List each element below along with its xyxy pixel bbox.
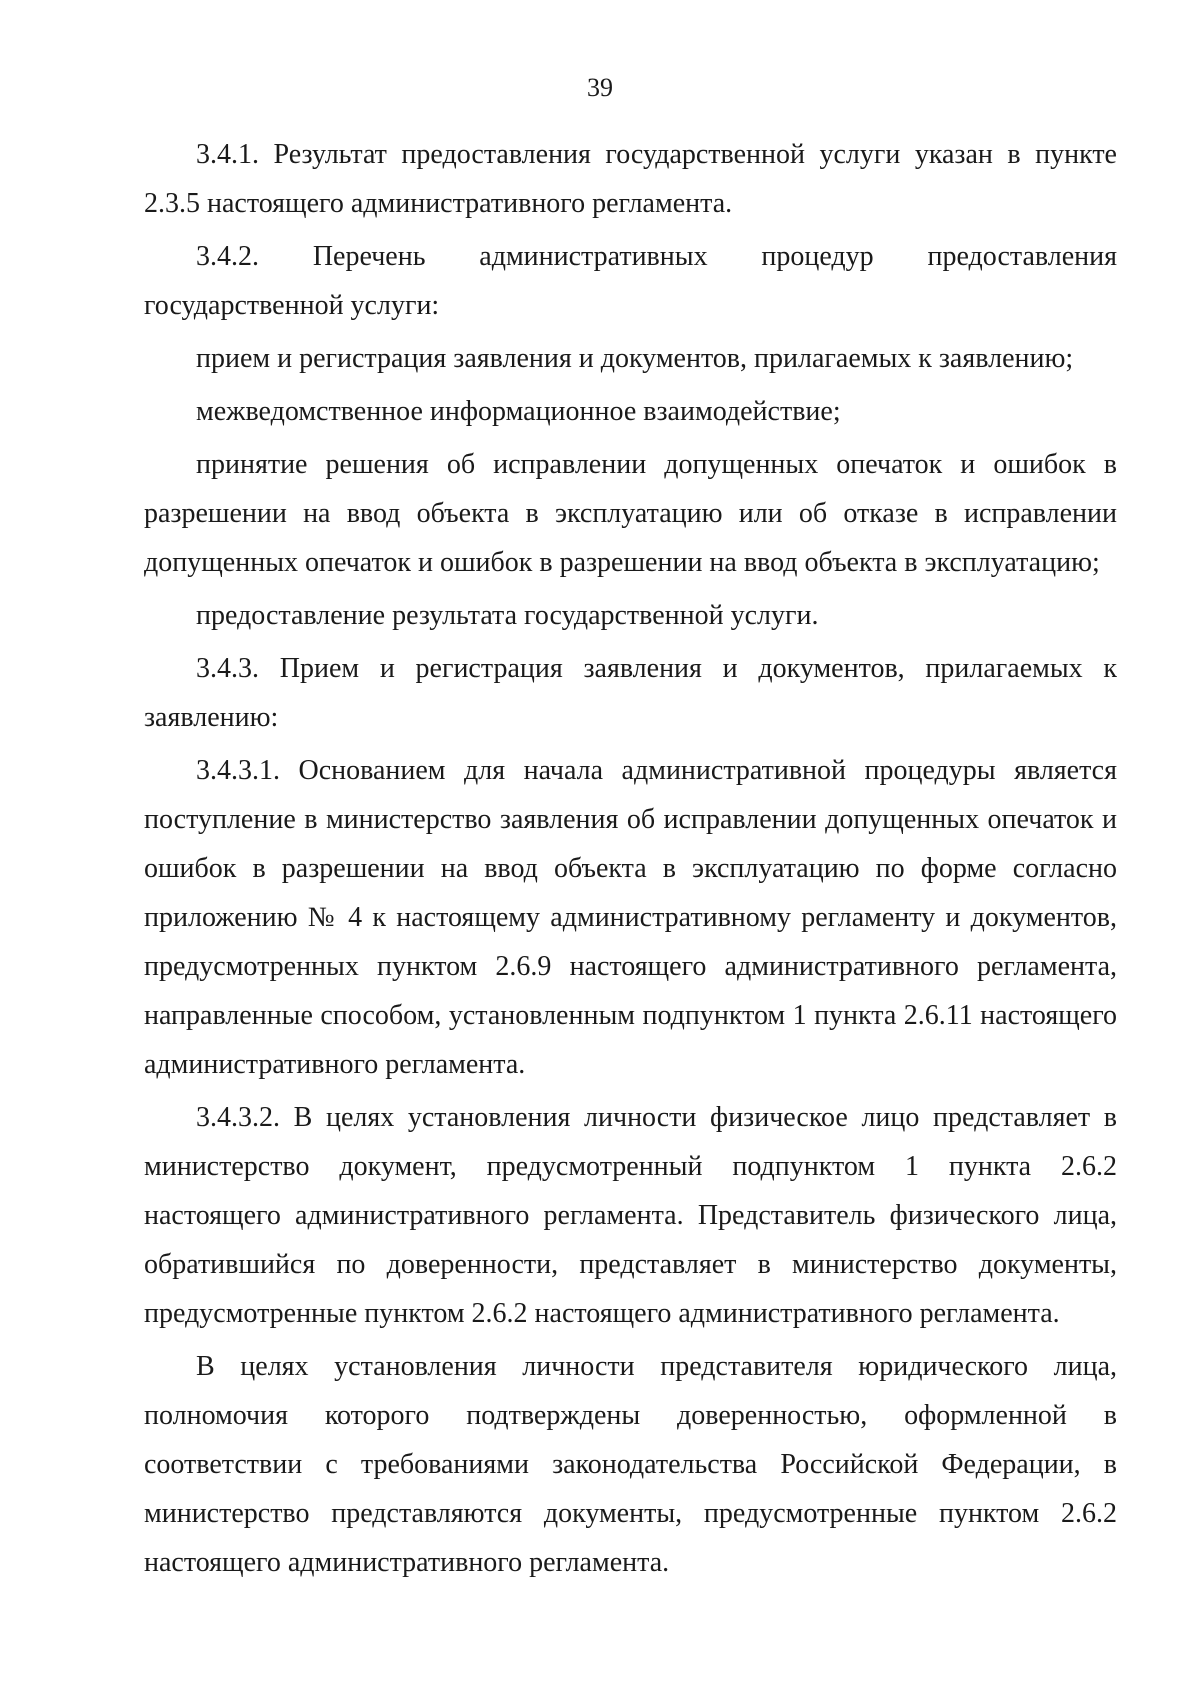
paragraph-3-4-2: 3.4.2. Перечень административных процедур предоставления государственной услуги:	[144, 241, 1117, 321]
page-number: 39	[587, 73, 613, 102]
list-item-result: предоставление результата государственной услуги.	[196, 600, 819, 631]
list-item-decision: принятие решения об исправлении допущенных опечаток и ошибок в разрешении на ввод объекта в эксплуатацию или об отказе в исправлении допущенных опечаток и ошибок в разрешении на ввод объекта в эксплуатацию;	[144, 449, 1117, 578]
paragraph-3-4-3-2: 3.4.3.2. В целях установления личности физическое лицо представляет в министерство документ, предусмотренный подпунктом 1 пункта 2.6.2 настоящего административного регламента. Представитель физического лица, обратившийся по доверенности, представляет в министерство документы, предусмотренные пунктом 2.6.2 настоящего административного регламента.	[144, 1102, 1117, 1329]
paragraph-legal-representative: В целях установления личности представителя юридического лица, полномочия которого подтверждены доверенностью, оформленной в соответствии с требованиями законодательства Российской Федерации, в министерство представляются документы, предусмотренные пунктом 2.6.2 настоящего административного регламента.	[144, 1351, 1117, 1578]
paragraph-3-4-3-1: 3.4.3.1. Основанием для начала административной процедуры является поступление в министерство заявления об исправлении допущенных опечаток и ошибок в разрешении на ввод объекта в эксплуатацию по форме согласно приложению № 4 к настоящему административному регламенту и документов, предусмотренных пунктом 2.6.9 настоящего административного регламента, направленные способом, установленным подпунктом 1 пункта 2.6.11 настоящего административного регламента.	[144, 755, 1117, 1080]
list-item-interaction: межведомственное информационное взаимодействие;	[196, 396, 841, 427]
list-item-reception: прием и регистрация заявления и документов, прилагаемых к заявлению;	[196, 343, 1074, 374]
document-body	[144, 130, 1117, 1591]
paragraph-3-4-3: 3.4.3. Прием и регистрация заявления и документов, прилагаемых к заявлению:	[144, 653, 1117, 733]
paragraph-3-4-1: 3.4.1. Результат предоставления государственной услуги указан в пункте 2.3.5 настоящего административного регламента.	[144, 139, 1117, 219]
